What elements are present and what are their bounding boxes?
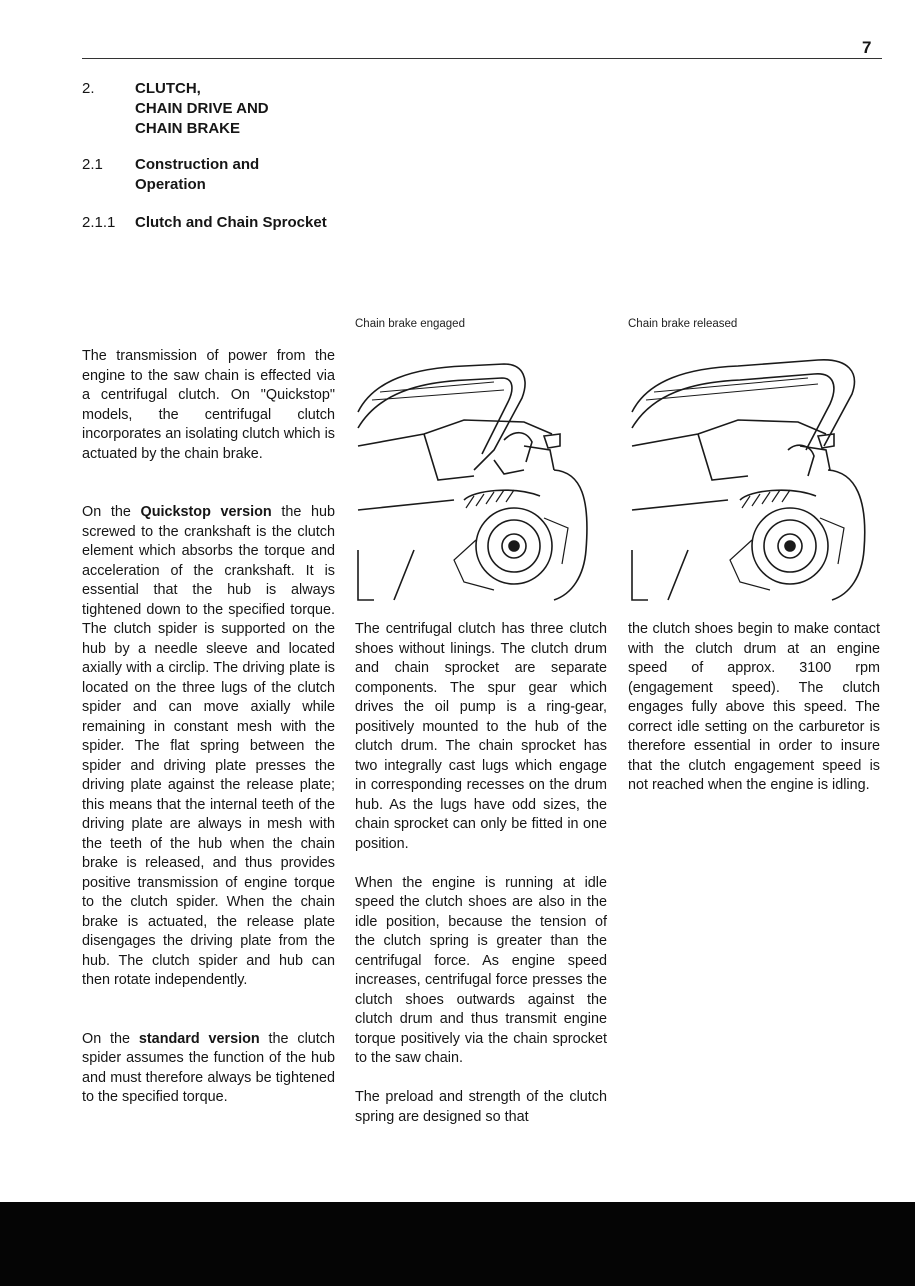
emphasis: standard version	[138, 1030, 260, 1047]
section-title-line: CHAIN BRAKE	[135, 120, 240, 137]
section-number: 2.1	[82, 156, 103, 173]
section-title-line: Operation	[135, 176, 206, 193]
section-number: 2.1.1	[82, 214, 116, 231]
paragraph: The transmission of power from the engine to the saw chain is effected via a centrifugal clutch. On "Quickstop" models, the centrifugal clutch incorporates an isolating clutch which is actuated by the chain brake.	[82, 348, 335, 462]
figure-caption-engaged: Chain brake engaged	[355, 318, 465, 330]
section-heading-2-1-1	[82, 213, 352, 233]
text-column-1	[82, 347, 335, 1108]
figure-caption-released: Chain brake released	[628, 318, 738, 330]
section-number: 2.	[82, 80, 95, 97]
paragraph: The preload and strength of the clutch spring are designed so that	[355, 1089, 607, 1125]
emphasis: Quickstop version	[140, 504, 272, 520]
clutch-illustration-engaged	[354, 350, 609, 608]
section-heading-2	[82, 79, 342, 139]
paragraph: On the standard version the clutch spider assumes the function of the hub and must therefore always be tightened to the specified torque.	[82, 1030, 335, 1105]
page-number: 7	[862, 38, 872, 57]
paragraph: When the engine is running at idle speed the clutch shoes are also in the idle position, because the tension of the clutch spring is greater than the centrifugal force. As engine speed increases, centrifugal force presses the clutch shoes outwards against the clutch drum and thus transmit engine torque positively via the chain sprocket to the saw chain.	[355, 874, 607, 1066]
text-column-2	[355, 620, 607, 1127]
section-title-line: CLUTCH,	[135, 80, 201, 97]
scan-bottom-edge	[0, 1202, 915, 1286]
paragraph: On the Quickstop version the hub screwed to the crankshaft is the clutch element which absorbs the torque and acceleration of the crankshaft. It is essential that the hub is always tightened down to the specified torque. The clutch spider is supported on the hub by a needle sleeve and located axially with a circlip. The driving plate is located on the three lugs of the clutch spider and can move axially while remaining in constant mesh with the spider. The flat spring between the spider and driving plate presses the driving plate against the release plate; this means that the internal teeth of the driving plate are always in mesh with the teeth of the hub when the chain brake is released, and thus provides positive transmission of engine torque to the clutch spider. When the chain brake is actuated, the release plate disengages the driving plate from the hub. The clutch spider and hub can then rotate independently.	[82, 504, 336, 988]
section-heading-2-1	[82, 155, 342, 195]
section-title-line: Construction and	[135, 156, 260, 173]
text-column-3	[628, 620, 880, 796]
paragraph: The centrifugal clutch has three clutch shoes without linings. The clutch drum and chain sprocket are separate components. The spur gear which drives the oil pump is a ring-gear, positively mounted to the hub of the clutch drum. The chain sprocket has two integrally cast lugs which engage in corresponding recesses on the drum hub. As the lugs have odd sizes, the chain sprocket can only be fitted in one position.	[355, 621, 607, 852]
section-title-line: Clutch and Chain Sprocket	[135, 214, 327, 231]
clutch-illustration-released	[628, 350, 883, 608]
section-title-line: CHAIN DRIVE AND	[135, 100, 269, 117]
paragraph: the clutch shoes begin to make contact with the clutch drum at an engine speed of approx. 3100 rpm (engagement speed). The clutch engages fully above this speed. The correct idle setting on the carburetor is therefore essential in order to insure that the clutch engagement speed is not reached when the engine is idling.	[628, 621, 880, 793]
header-rule	[82, 58, 882, 59]
